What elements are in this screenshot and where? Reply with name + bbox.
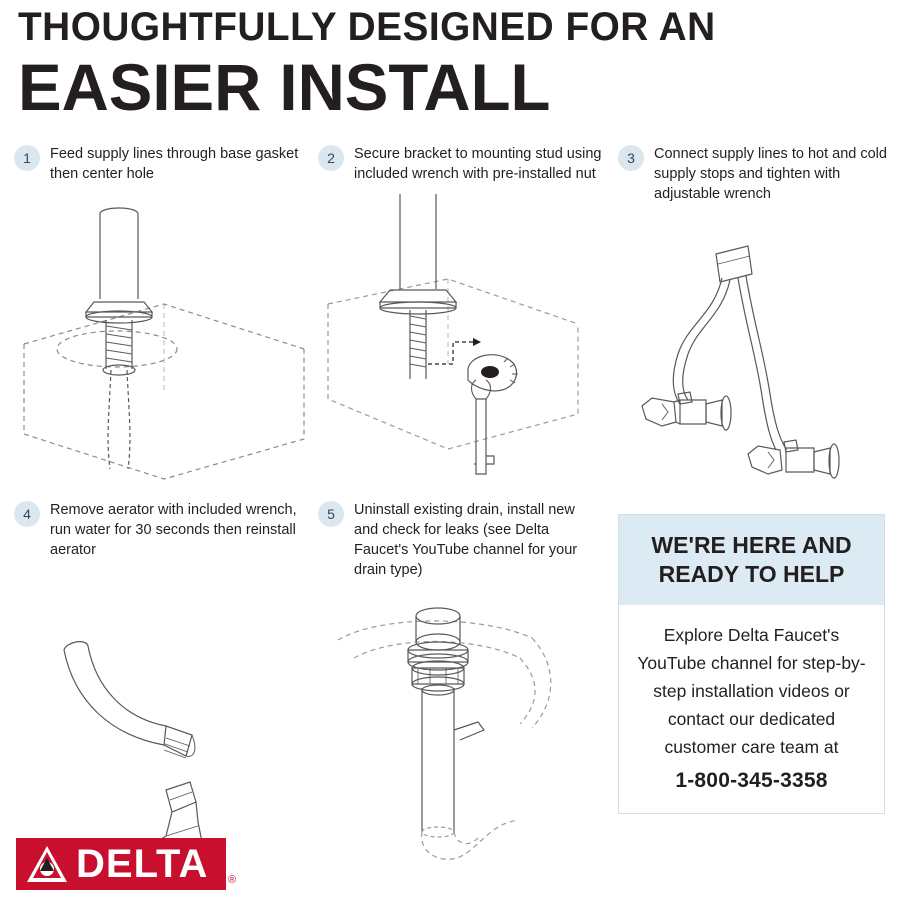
delta-logo-mark — [16, 838, 226, 890]
step-5-header — [318, 500, 618, 580]
delta-registered-mark: ® — [228, 874, 237, 886]
headline-line-2: EASIER INSTALL — [18, 50, 551, 124]
help-panel-wrapper — [618, 500, 906, 814]
help-panel-phone: 1-800-345-3358 — [675, 769, 828, 792]
help-panel-title: WE'RE HERE AND READY TO HELP — [619, 515, 884, 605]
step-5-text: Uninstall existing drain, install new and check for leaks (see Delta Faucet's YouTube channel for your drain type) — [354, 502, 578, 578]
step-4-header — [14, 500, 318, 560]
step-2 — [318, 144, 618, 484]
step-2-header — [318, 144, 618, 184]
step-1-badge: 1 — [14, 145, 40, 171]
step-3-badge: 3 — [618, 145, 644, 171]
step-1-header — [14, 144, 318, 184]
delta-logo — [16, 838, 236, 890]
step-2-badge: 2 — [318, 145, 344, 171]
step-3 — [618, 144, 906, 504]
step-5-badge: 5 — [318, 501, 344, 527]
step-1 — [0, 144, 318, 484]
page-title — [0, 0, 906, 122]
step-1-text: Feed supply lines through base gasket then center hole — [50, 146, 299, 182]
step-4 — [0, 500, 318, 860]
step-5-illustration — [318, 580, 618, 860]
step-5 — [318, 500, 618, 860]
step-3-illustration — [618, 204, 906, 504]
step-4-text: Remove aerator with included wrench, run water for 30 seconds then reinstall aerator — [50, 502, 297, 558]
step-4-badge: 4 — [14, 501, 40, 527]
delta-triangle-icon — [24, 841, 70, 887]
step-2-text: Secure bracket to mounting stud using included wrench with pre-installed nut — [354, 146, 602, 182]
step-3-text: Connect supply lines to hot and cold supply stops and tighten with adjustable wrench — [654, 146, 887, 202]
steps-row-top — [0, 144, 906, 504]
headline-line-1: THOUGHTFULLY DESIGNED FOR AN — [18, 5, 716, 49]
steps-row-bottom — [0, 500, 906, 860]
step-2-illustration — [318, 184, 618, 484]
step-3-header — [618, 144, 906, 204]
step-1-illustration — [14, 184, 318, 484]
help-panel-body-text: Explore Delta Faucet's YouTube channel for step-by-step installation videos or contact our dedicated customer care team at — [637, 625, 866, 757]
step-4-illustration — [14, 560, 318, 860]
help-panel-body — [619, 605, 884, 813]
delta-wordmark: DELTA — [76, 842, 209, 886]
help-panel — [618, 514, 885, 814]
